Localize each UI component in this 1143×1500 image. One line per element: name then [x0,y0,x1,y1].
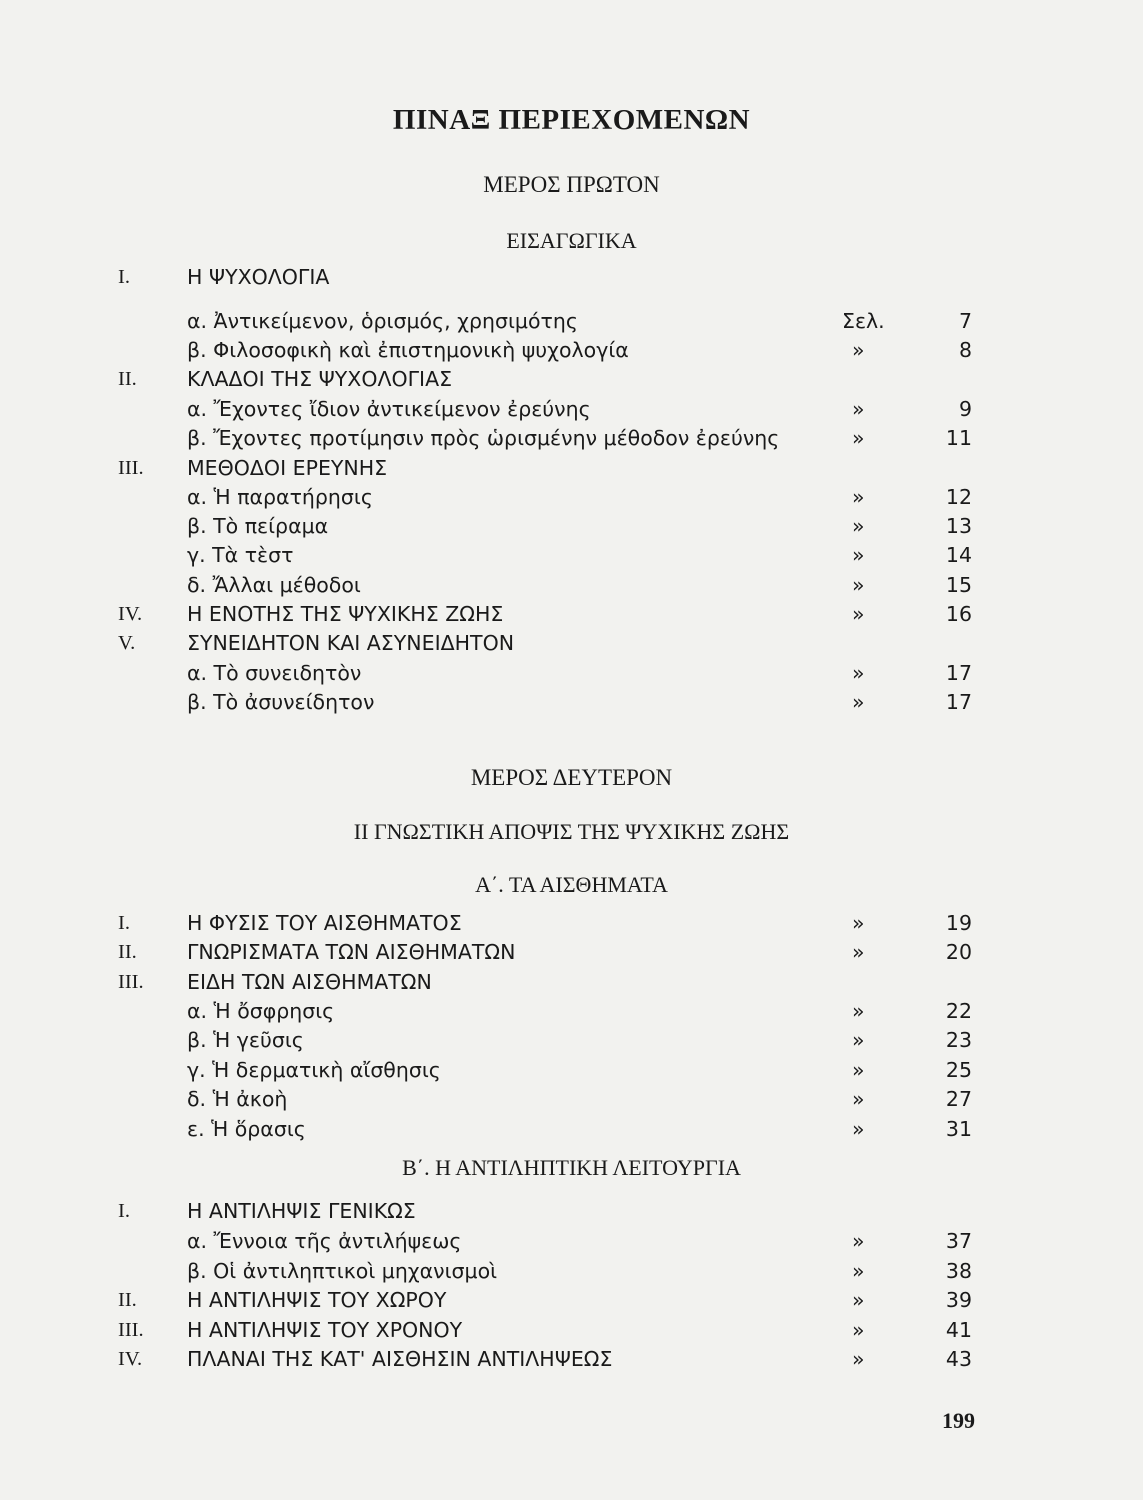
entry-title: α. Ἔννοια τῆς ἀντιλήψεως [187,1229,462,1253]
toc-entry [0,1025,1143,1055]
entry-title: ΠΛΑΝΑΙ ΤΗΣ ΚΑΤ' ΑΙΣΘΗΣΙΝ ΑΝΤΙΛΗΨΕΩΣ [187,1347,613,1371]
toc-entry [0,1256,1143,1286]
toc-entry [0,996,1143,1026]
entry-page: 9 [958,397,972,421]
entry-title: Η ΑΝΤΙΛΗΨΙΣ ΓΕΝΙΚΩΣ [187,1199,416,1223]
entry-page: 22 [945,999,972,1023]
entry-title: Η ΕΝΟΤΗΣ ΤΗΣ ΨΥΧΙΚΗΣ ΖΩΗΣ [187,602,504,626]
entry-page: 17 [945,690,972,714]
entry-page: 7 [958,309,972,333]
ditto-mark: » [852,338,865,362]
ditto-mark: » [852,426,865,450]
toc-entry [0,1114,1143,1144]
entry-title: β. Ἡ γεῦσις [187,1028,304,1052]
ditto-mark: » [852,1318,865,1342]
page-number: 199 [942,1408,975,1433]
entry-page: 17 [945,661,972,685]
entry-title: γ. Τὰ τὲστ [187,543,294,567]
section-aisthimata: Α΄. ΤΑ ΑΙΣΘΗΜΑΤΑ [475,872,668,897]
toc-entry [0,937,1143,967]
ditto-mark: » [852,397,865,421]
entry-page: 23 [945,1028,972,1052]
entry-title: β. Τὸ πείραμα [187,514,329,538]
toc-entry [0,658,1143,688]
toc-entry [0,423,1143,453]
entry-page: 14 [945,543,972,567]
toc-entry [0,262,1143,292]
toc-entry [0,335,1143,365]
entry-page: 15 [945,573,972,597]
toc-entry [0,540,1143,570]
ditto-mark: » [852,1028,865,1052]
ditto-mark: » [852,1058,865,1082]
entry-number: I. [118,912,130,934]
section-eisagogika: ΕΙΣΑΓΩΓΙΚΑ [506,228,637,253]
entry-title: α. Ἡ παρατήρησις [187,485,373,509]
toc-entry [0,453,1143,483]
entry-page: 39 [945,1288,972,1312]
entry-title: β. Ἔχοντες προτίμησιν πρὸς ὡρισμένην μέθοδον ἐρεύνης [187,426,780,450]
entry-title: Η ΑΝΤΙΛΗΨΙΣ ΤΟΥ ΧΡΟΝΟΥ [187,1318,463,1342]
ditto-mark: » [852,1288,865,1312]
toc-entry [0,967,1143,997]
part-two-subtitle: ΙΙ ΓΝΩΣΤΙΚΗ ΑΠΟΨΙΣ ΤΗΣ ΨΥΧΙΚΗΣ ΖΩΗΣ [353,819,790,844]
entry-number: I. [118,1200,130,1222]
page-title: ΠΙΝΑΞ ΠΕΡΙΕΧΟΜΕΝΩΝ [392,104,751,136]
entry-title: α. Ἡ ὄσφρησις [187,999,335,1023]
page-label: Σελ. [842,309,885,333]
toc-entry [0,628,1143,658]
entry-title: α. Ἔχοντες ἴδιον ἀντικείμενον ἐρεύνης [187,397,591,421]
entry-number: V. [118,632,136,654]
ditto-mark: » [852,999,865,1023]
entry-page: 38 [945,1259,972,1283]
section-antiliptiki: Β΄. Η ΑΝΤΙΛΗΠΤΙΚΗ ΛΕΙΤΟΥΡΓΙΑ [402,1155,741,1180]
entry-page: 31 [945,1117,972,1141]
toc-entry [0,364,1143,394]
toc-entry [0,570,1143,600]
toc-entry [0,687,1143,717]
entry-page: 16 [945,602,972,626]
entry-page: 11 [945,426,972,450]
toc-entry [0,1226,1143,1256]
toc-entry [0,1285,1143,1315]
ditto-mark: » [852,1117,865,1141]
entry-page: 19 [945,911,972,935]
entry-number: II. [118,941,137,963]
entry-page: 20 [945,940,972,964]
ditto-mark: » [852,911,865,935]
entry-page: 13 [945,514,972,538]
entry-title: ΜΕΘΟΔΟΙ ΕΡΕΥΝΗΣ [187,456,388,480]
entry-title: δ. Ἡ ἀκοὴ [187,1087,288,1111]
entry-number: III. [118,457,144,479]
entry-number: III. [118,1319,144,1341]
entry-title: α. Ἀντικείμενον, ὁρισμός, χρησιμότης [187,309,578,333]
ditto-mark: » [852,1347,865,1371]
entry-title: ΕΙΔΗ ΤΩΝ ΑΙΣΘΗΜΑΤΩΝ [187,970,432,994]
ditto-mark: » [852,514,865,538]
entry-title: Η ΦΥΣΙΣ ΤΟΥ ΑΙΣΘΗΜΑΤΟΣ [187,911,462,935]
entry-title: ε. Ἡ ὅρασις [187,1117,306,1141]
ditto-mark: » [852,1259,865,1283]
entry-number: IV. [118,1348,143,1370]
entry-title: β. Οἱ ἀντιληπτικοὶ μηχανισμοὶ [187,1259,498,1283]
ditto-mark: » [852,602,865,626]
part-two-title: ΜΕΡΟΣ ΔΕΥΤΕΡΟΝ [470,765,673,790]
entry-page: 25 [945,1058,972,1082]
entry-title: γ. Ἡ δερματικὴ αἴσθησις [187,1058,441,1082]
ditto-mark: » [852,485,865,509]
entry-title: ΓΝΩΡΙΣΜΑΤΑ ΤΩΝ ΑΙΣΘΗΜΑΤΩΝ [187,940,516,964]
ditto-mark: » [852,543,865,567]
entry-page: 8 [958,338,972,362]
toc-entry [0,908,1143,938]
entry-number: IV. [118,603,143,625]
entry-title: Η ΨΥΧΟΛΟΓΙΑ [187,265,330,289]
ditto-mark: » [852,661,865,685]
toc-entry [0,1344,1143,1374]
toc-entry [0,394,1143,424]
entry-page: 37 [945,1229,972,1253]
entry-page: 43 [945,1347,972,1371]
entry-title: α. Τὸ συνειδητὸν [187,661,362,685]
ditto-mark: » [852,690,865,714]
toc-entry [0,1196,1143,1226]
entry-number: II. [118,1289,137,1311]
toc-entry [0,306,1143,336]
entry-page: 27 [945,1087,972,1111]
toc-entry [0,1055,1143,1085]
entry-number: III. [118,971,144,993]
entry-page: 41 [945,1318,972,1342]
entry-title: β. Φιλοσοφικὴ καὶ ἐπιστημονικὴ ψυχολογία [187,338,629,362]
toc-entry [0,482,1143,512]
entry-title: δ. Ἄλλαι μέθοδοι [187,573,361,597]
ditto-mark: » [852,1087,865,1111]
entry-title: Η ΑΝΤΙΛΗΨΙΣ ΤΟΥ ΧΩΡΟΥ [187,1288,447,1312]
ditto-mark: » [852,940,865,964]
entry-number: II. [118,368,137,390]
entry-title: β. Τὸ ἀσυνείδητον [187,690,375,714]
toc-entry [0,511,1143,541]
part-one-title: ΜΕΡΟΣ ΠΡΩΤΟΝ [483,172,660,197]
entry-title: ΚΛΑΔΟΙ ΤΗΣ ΨΥΧΟΛΟΓΙΑΣ [187,367,453,391]
ditto-mark: » [852,1229,865,1253]
entry-page: 12 [945,485,972,509]
entry-number: I. [118,266,130,288]
toc-entry [0,599,1143,629]
ditto-mark: » [852,573,865,597]
toc-entry [0,1084,1143,1114]
entry-title: ΣΥΝΕΙΔΗΤΟΝ ΚΑΙ ΑΣΥΝΕΙΔΗΤΟΝ [187,631,515,655]
toc-entry [0,1315,1143,1345]
